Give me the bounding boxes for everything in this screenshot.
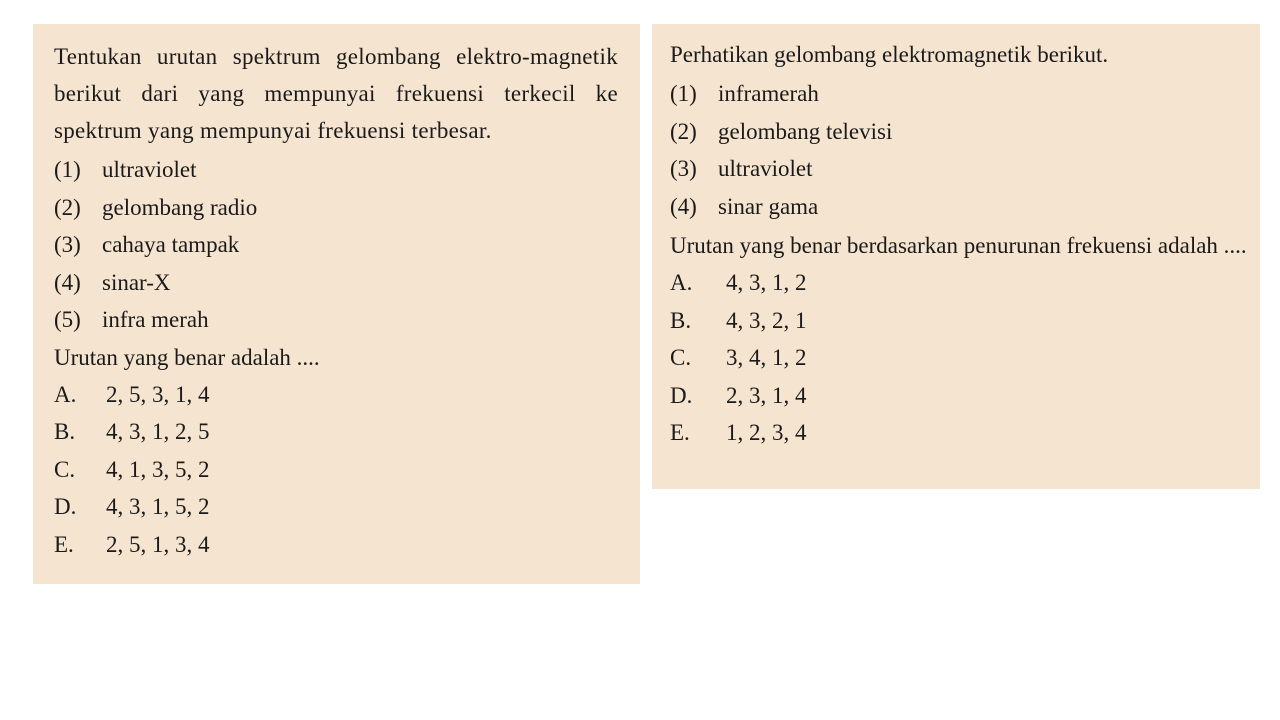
item-text: inframerah: [718, 81, 819, 106]
option-text: 4, 1, 3, 5, 2: [106, 456, 210, 482]
list-item: [670, 188, 1250, 226]
option-text: 1, 2, 3, 4: [726, 420, 807, 445]
answer-option[interactable]: [54, 488, 618, 526]
option-text: 2, 3, 1, 4: [726, 382, 807, 408]
answer-option[interactable]: [670, 339, 1250, 377]
list-item: [54, 264, 618, 302]
option-key: B.: [670, 307, 692, 333]
item-number: (5): [54, 307, 81, 332]
option-key: A.: [670, 270, 693, 295]
answer-option[interactable]: [54, 413, 618, 451]
option-key: C.: [54, 456, 76, 482]
list-item: [54, 301, 618, 339]
item-number: (3): [54, 232, 81, 257]
option-text: 4, 3, 1, 2, 5: [106, 419, 210, 444]
question-intro: Perhatikan gelombang elektromagnetik berikut.: [670, 42, 1109, 67]
item-number: (4): [670, 193, 697, 219]
question-card-right: [652, 24, 1260, 489]
option-text: 4, 3, 2, 1: [726, 307, 807, 333]
option-text: 2, 5, 3, 1, 4: [106, 381, 210, 407]
option-key: E.: [54, 531, 74, 557]
item-number: (1): [670, 81, 697, 106]
answer-option[interactable]: [670, 264, 1250, 302]
list-item: [670, 150, 1250, 188]
item-number: (2): [670, 118, 697, 144]
list-item: [54, 189, 618, 227]
item-text: ultraviolet: [102, 157, 197, 182]
item-text: infra merah: [102, 307, 209, 332]
item-number: (1): [54, 157, 81, 182]
option-key: E.: [670, 420, 690, 445]
item-number: (2): [54, 194, 81, 220]
question-prompt: Urutan yang benar berdasarkan penurunan frekuensi adalah ....: [670, 233, 1247, 258]
item-number: (3): [670, 156, 697, 181]
option-text: 4, 3, 1, 2: [726, 270, 807, 295]
option-key: B.: [54, 419, 76, 444]
question-card-left: [33, 24, 640, 584]
answer-option[interactable]: [54, 376, 618, 414]
option-key: A.: [54, 381, 77, 407]
option-key: C.: [670, 345, 692, 370]
question-prompt: Urutan yang benar adalah ....: [54, 344, 320, 370]
answer-option[interactable]: [670, 377, 1250, 415]
option-text: 3, 4, 1, 2: [726, 345, 807, 370]
option-key: D.: [670, 382, 693, 408]
option-text: 2, 5, 1, 3, 4: [106, 531, 210, 557]
item-text: gelombang radio: [102, 194, 258, 220]
item-text: ultraviolet: [718, 156, 813, 181]
item-number: (4): [54, 269, 81, 295]
list-item: [54, 226, 618, 264]
item-text: cahaya tampak: [102, 232, 240, 257]
list-item: [670, 75, 1250, 113]
item-text: sinar-X: [102, 269, 171, 295]
option-text: 4, 3, 1, 5, 2: [106, 494, 210, 519]
list-item: [54, 151, 618, 189]
list-item: [670, 113, 1250, 151]
answer-option[interactable]: [670, 414, 1250, 452]
option-key: D.: [54, 494, 77, 519]
answer-option[interactable]: [54, 451, 618, 489]
answer-option[interactable]: [670, 302, 1250, 340]
question-intro: Tentukan urutan spektrum gelombang elektro-magnetik berikut dari yang mempunyai frekuensi terkecil ke spektrum yang mempunyai frekuensi terbesar.: [54, 44, 618, 143]
item-text: sinar gama: [718, 193, 819, 219]
answer-option[interactable]: [54, 526, 618, 564]
item-text: gelombang televisi: [718, 118, 893, 144]
